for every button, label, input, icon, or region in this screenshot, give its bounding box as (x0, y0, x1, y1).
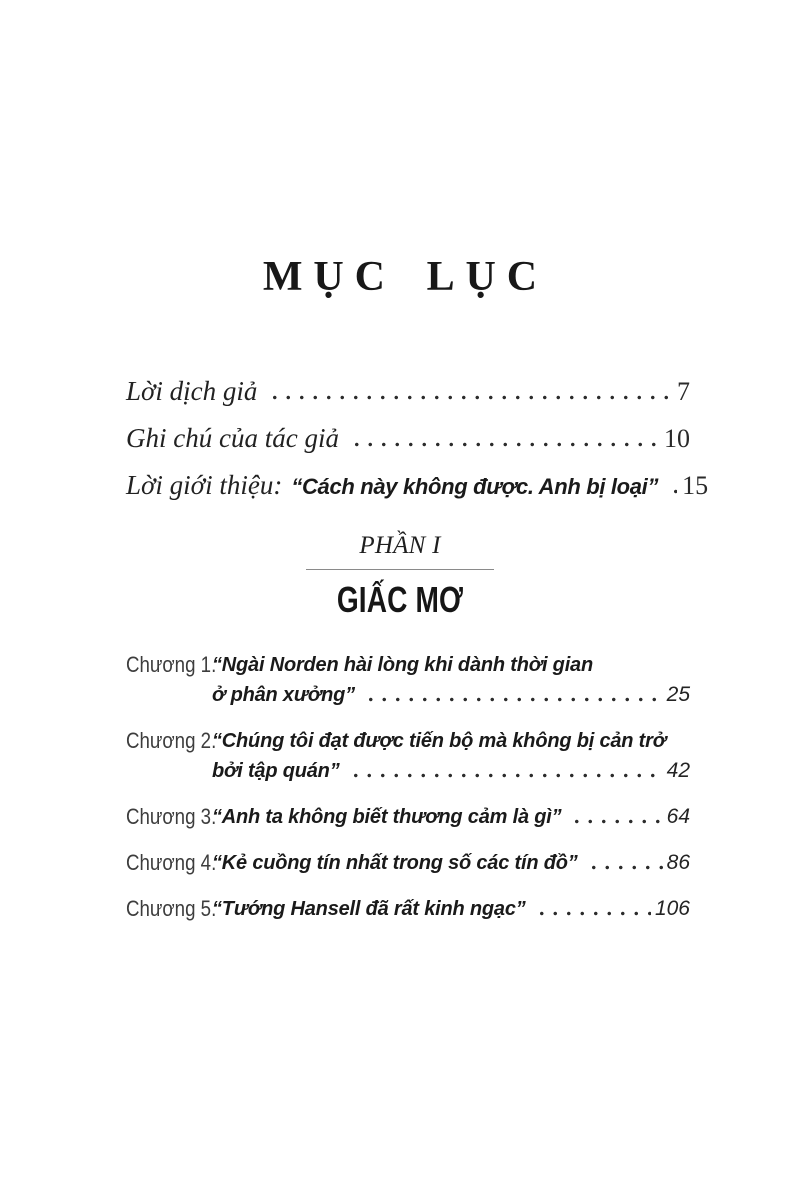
part-header (0, 532, 800, 618)
chapter-title-lastline (212, 680, 690, 710)
dot-leader (348, 442, 659, 447)
dot-leader (347, 773, 663, 778)
chapter-title-block (212, 726, 690, 786)
chapter-title-line1: “Chúng tôi đạt được tiến bộ mà không bị cản trở (212, 730, 666, 752)
part-divider-rule (306, 569, 494, 570)
dot-leader (568, 819, 662, 824)
page-number: 15 (682, 471, 709, 500)
chapter-title-text: bởi tập quán” (212, 760, 340, 782)
chapter-label-text: Chương 5. (126, 896, 217, 921)
toc-entry-quote: “Cách này không được. Anh bị loại” (291, 474, 659, 499)
toc-entry-chapter-5 (126, 894, 690, 924)
chapter-title-lastline (212, 894, 690, 924)
chapter-label (126, 894, 217, 924)
page-number: 64 (666, 805, 690, 828)
page-number: 25 (666, 683, 690, 706)
part-title-text: GIẤC MƠ (336, 578, 464, 620)
toc-entry-label: Ghi chú của tác giả (126, 423, 339, 453)
dot-leader (266, 395, 672, 400)
page-number: 86 (666, 851, 690, 874)
page-number: 106 (654, 897, 690, 920)
chapter-label-text: Chương 2. (126, 728, 217, 753)
toc-entry-label: Lời dịch giả (126, 376, 258, 406)
page-number: 42 (666, 759, 690, 782)
chapter-label (126, 650, 217, 680)
chapter-title-block (212, 848, 690, 878)
chapter-title-text: “Anh ta không biết thương cảm là gì” (212, 806, 562, 828)
toc-entry-chapter-1 (126, 650, 690, 710)
page-number: 7 (677, 377, 690, 406)
dot-leader (533, 911, 651, 916)
chapter-label-text: Chương 4. (126, 850, 217, 875)
toc-entry-chapter-4 (126, 848, 690, 878)
toc-entry-loi-gioi-thieu (126, 462, 709, 509)
chapter-title-block (212, 802, 690, 832)
chapter-title-line1: “Ngài Norden hài lòng khi dành thời gian (212, 654, 593, 676)
chapter-title-lastline (212, 802, 690, 832)
page-number: 10 (664, 424, 690, 453)
chapter-title-lastline (212, 848, 690, 878)
chapter-label (126, 848, 217, 878)
dot-leader (585, 865, 663, 870)
chapter-title-text: “Tướng Hansell đã rất kinh ngạc” (212, 898, 526, 920)
chapter-title-text: “Kẻ cuồng tín nhất trong số các tín đồ” (212, 852, 578, 874)
dot-leader (362, 697, 663, 702)
chapter-title-block (212, 894, 690, 924)
toc-entry-label: Lời giới thiệu: (126, 470, 283, 500)
front-matter-list (126, 368, 709, 509)
chapter-label-text: Chương 3. (126, 804, 217, 829)
toc-entry-ghi-chu (126, 415, 690, 462)
page-title: MỤC LỤC (262, 254, 549, 300)
toc-entry-loi-dich-gia (126, 368, 690, 415)
dot-leader (667, 489, 677, 494)
chapter-label (126, 726, 217, 756)
chapter-label (126, 802, 217, 832)
chapter-list (126, 650, 690, 940)
chapter-title-text: ở phân xưởng” (212, 684, 355, 706)
chapter-title-block (212, 650, 690, 710)
chapter-label-text: Chương 1. (126, 652, 217, 677)
toc-entry-chapter-2 (126, 726, 690, 786)
part-title (0, 578, 800, 620)
chapter-title-lastline (212, 756, 690, 786)
part-label: PHẦN I (359, 532, 441, 559)
toc-entry-chapter-3 (126, 802, 690, 832)
